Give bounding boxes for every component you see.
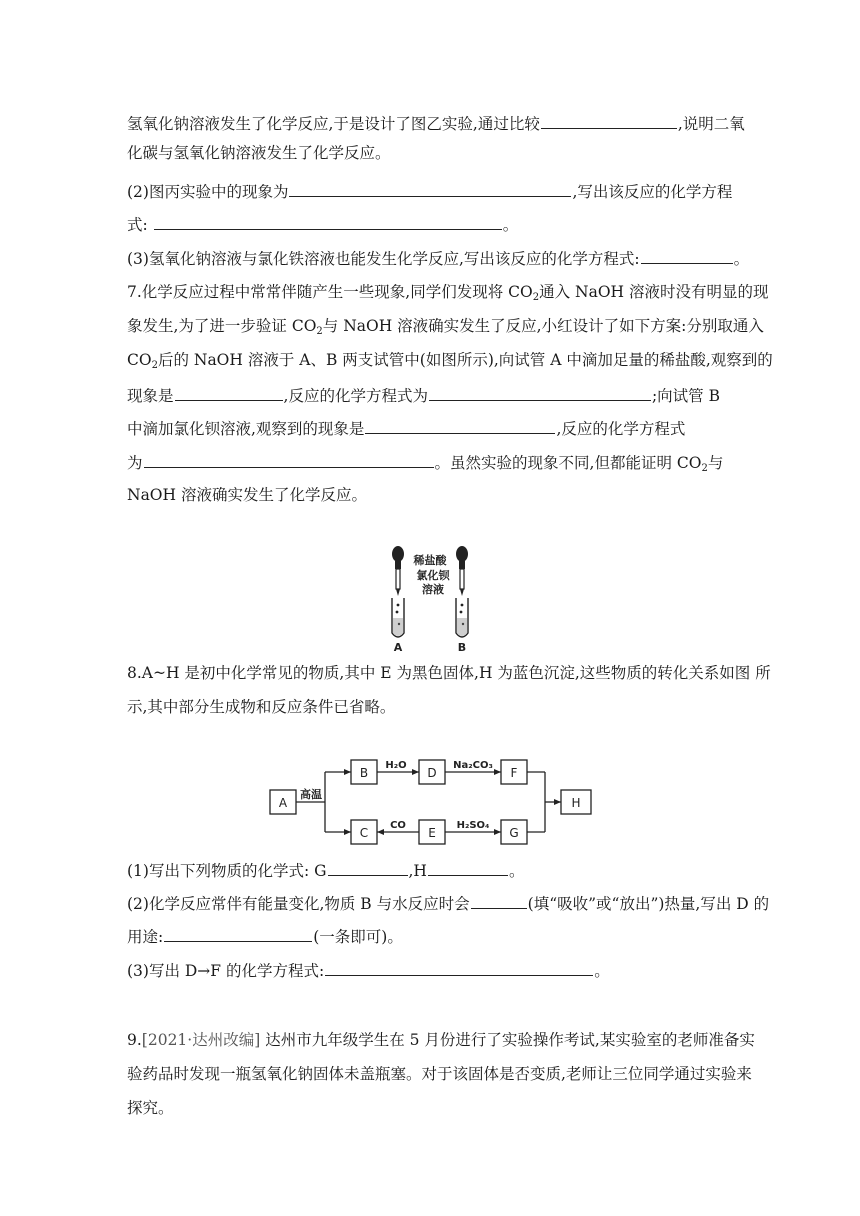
subscript: 2 [316, 326, 323, 337]
q6-sub3-text: 。 [733, 250, 750, 268]
q7-text: 后的 NaOH 溶液于 A、B 两支试管中(如图所示),向试管 A 中滴加足量的稀盐酸,观察到的 [157, 351, 773, 369]
q7-text: ,反应的化学方程式为 [283, 387, 428, 405]
q7-text: ;向试管 B [651, 387, 720, 405]
q8-sub1-text: (1)写出下列物质的化学式: G [127, 862, 327, 880]
q7-text: 现象是 [127, 387, 174, 405]
subscript: 2 [701, 463, 708, 474]
answer-blank[interactable] [471, 892, 527, 909]
q9-number: 9. [127, 1031, 142, 1049]
q6-sub2-line-2 [127, 213, 518, 235]
answer-blank[interactable] [428, 859, 508, 876]
answer-blank[interactable] [325, 959, 593, 976]
node-b: B [359, 766, 369, 780]
label-bacl2: 氯化钡 [416, 569, 450, 582]
node-f: F [510, 766, 518, 780]
node-h: H [571, 796, 581, 810]
cond-h2so4: H₂SO₄ [456, 820, 490, 831]
q8-sub1-line [127, 859, 524, 881]
answer-blank[interactable] [429, 384, 651, 401]
q9-text: 达州市九年级学生在 5 月份进行了实验操作考试,某实验室的老师准备实 [260, 1031, 755, 1049]
dropper-right-icon [456, 546, 468, 596]
answer-blank[interactable] [641, 247, 733, 264]
q8-sub2-line-2 [127, 925, 403, 947]
q6-sub2-text: (2)图丙实验中的现象为 [127, 183, 289, 201]
q7-text: 为 [127, 454, 143, 472]
cond-na2co3: Na₂CO₃ [453, 760, 493, 771]
q6-sub3-line [127, 247, 749, 269]
q8-sub3-line [127, 959, 610, 981]
subscript: 2 [151, 360, 158, 371]
q7-line-2 [127, 316, 764, 336]
q9-line-3: 探究。 [127, 1099, 174, 1117]
q8-sub2-line-1 [127, 892, 769, 914]
cond-h2o: H₂O [385, 760, 407, 771]
q6-sub2-text: 。 [502, 216, 519, 234]
node-c: C [359, 826, 369, 840]
q7-line-6 [127, 451, 723, 473]
q7-text: 。虽然实验的现象不同,但都能证明 CO [434, 454, 702, 472]
test-tube-figure [380, 542, 480, 654]
label-solution: 溶液 [422, 583, 444, 596]
q7-text: 中滴加氯化钡溶液,观察到的现象是 [127, 420, 365, 438]
answer-blank[interactable] [365, 417, 555, 434]
q6-text: 氢氧化钠溶液发生了化学反应,于是设计了图乙实验,通过比较 [127, 115, 540, 133]
q9-line-2: 验药品时发现一瓶氢氧化钠固体未盖瓶塞。对于该固体是否变质,老师让三位同学通过实验来 [127, 1065, 752, 1083]
answer-blank[interactable] [541, 112, 677, 129]
q8-sub2-text: (2)化学反应常伴有能量变化,物质 B 与水反应时会 [127, 895, 470, 913]
q8-sub1-text: 。 [508, 862, 525, 880]
q8-sub2-text: (填“吸收”或“放出”)热量,写出 D 的 [527, 895, 770, 913]
conversion-diagram [265, 752, 595, 852]
q8-sub2-text: (一条即可)。 [313, 928, 403, 946]
q9-source-tag: [2021·达州改编] [141, 1031, 261, 1049]
node-a: A [278, 796, 288, 810]
tube-b-label: B [457, 641, 467, 654]
node-e: E [428, 826, 436, 840]
q6-line-2: 化碳与氢氧化钠溶液发生了化学反应。 [127, 144, 391, 162]
q6-sub2-text: ,写出该反应的化学方程 [572, 183, 733, 201]
q6-line-1 [127, 112, 745, 134]
q8-sub3-text: (3)写出 D→F 的化学方程式: [127, 962, 325, 980]
cond-co: CO [390, 820, 406, 831]
dropper-left-icon [392, 546, 404, 596]
q7-line-7: NaOH 溶液确实发生了化学反应。 [127, 486, 367, 504]
q7-line-5 [127, 417, 685, 439]
answer-blank[interactable] [175, 384, 283, 401]
q8-line-1: 8.A~H 是初中化学常见的物质,其中 E 为黑色固体,H 为蓝色沉淀,这些物质的转化关系如图 所 [127, 664, 771, 682]
answer-blank[interactable] [328, 859, 408, 876]
test-tube-a-icon [392, 598, 404, 637]
cond-high-temp: 高温 [300, 788, 322, 801]
answer-blank[interactable] [164, 925, 312, 942]
q6-text: ,说明二氧 [677, 115, 745, 133]
answer-blank[interactable] [289, 180, 571, 197]
q8-sub1-text: ,H [408, 862, 427, 880]
q7-text: 通入 NaOH 溶液时没有明显的现 [539, 283, 769, 301]
q7-line-3 [127, 350, 773, 370]
q7-line-4 [127, 384, 720, 406]
node-d: D [427, 766, 437, 780]
q6-sub3-text: (3)氢氧化钠溶液与氯化铁溶液也能发生化学反应,写出该反应的化学方程式: [127, 250, 640, 268]
subscript: 2 [532, 292, 540, 303]
q6-sub2-line-1 [127, 180, 732, 202]
tube-a-label: A [393, 641, 403, 654]
q7-text: 与 [707, 454, 724, 472]
test-tube-b-icon [456, 598, 468, 637]
q7-text: ,反应的化学方程式 [556, 420, 686, 438]
q7-text: 7.化学反应过程中常常伴随产生一些现象,同学们发现将 CO [127, 283, 533, 301]
q7-text: CO [127, 351, 152, 369]
node-g: G [509, 826, 519, 840]
q8-sub2-text: 用途: [127, 928, 164, 946]
q9-line-1 [127, 1030, 755, 1050]
q7-line-1 [127, 282, 768, 302]
label-dilute-hcl: 稀盐酸 [413, 554, 447, 567]
q7-text: 与 NaOH 溶液确实发生了反应,小红设计了如下方案:分别取通入 [322, 317, 764, 335]
answer-blank[interactable] [154, 213, 502, 230]
q8-line-2: 示,其中部分生成物和反应条件已省略。 [127, 698, 396, 716]
q7-text: 象发生,为了进一步验证 CO [127, 317, 317, 335]
q8-sub3-text: 。 [594, 962, 610, 980]
q6-sub2-text: 式: [127, 216, 148, 234]
answer-blank[interactable] [144, 451, 434, 468]
